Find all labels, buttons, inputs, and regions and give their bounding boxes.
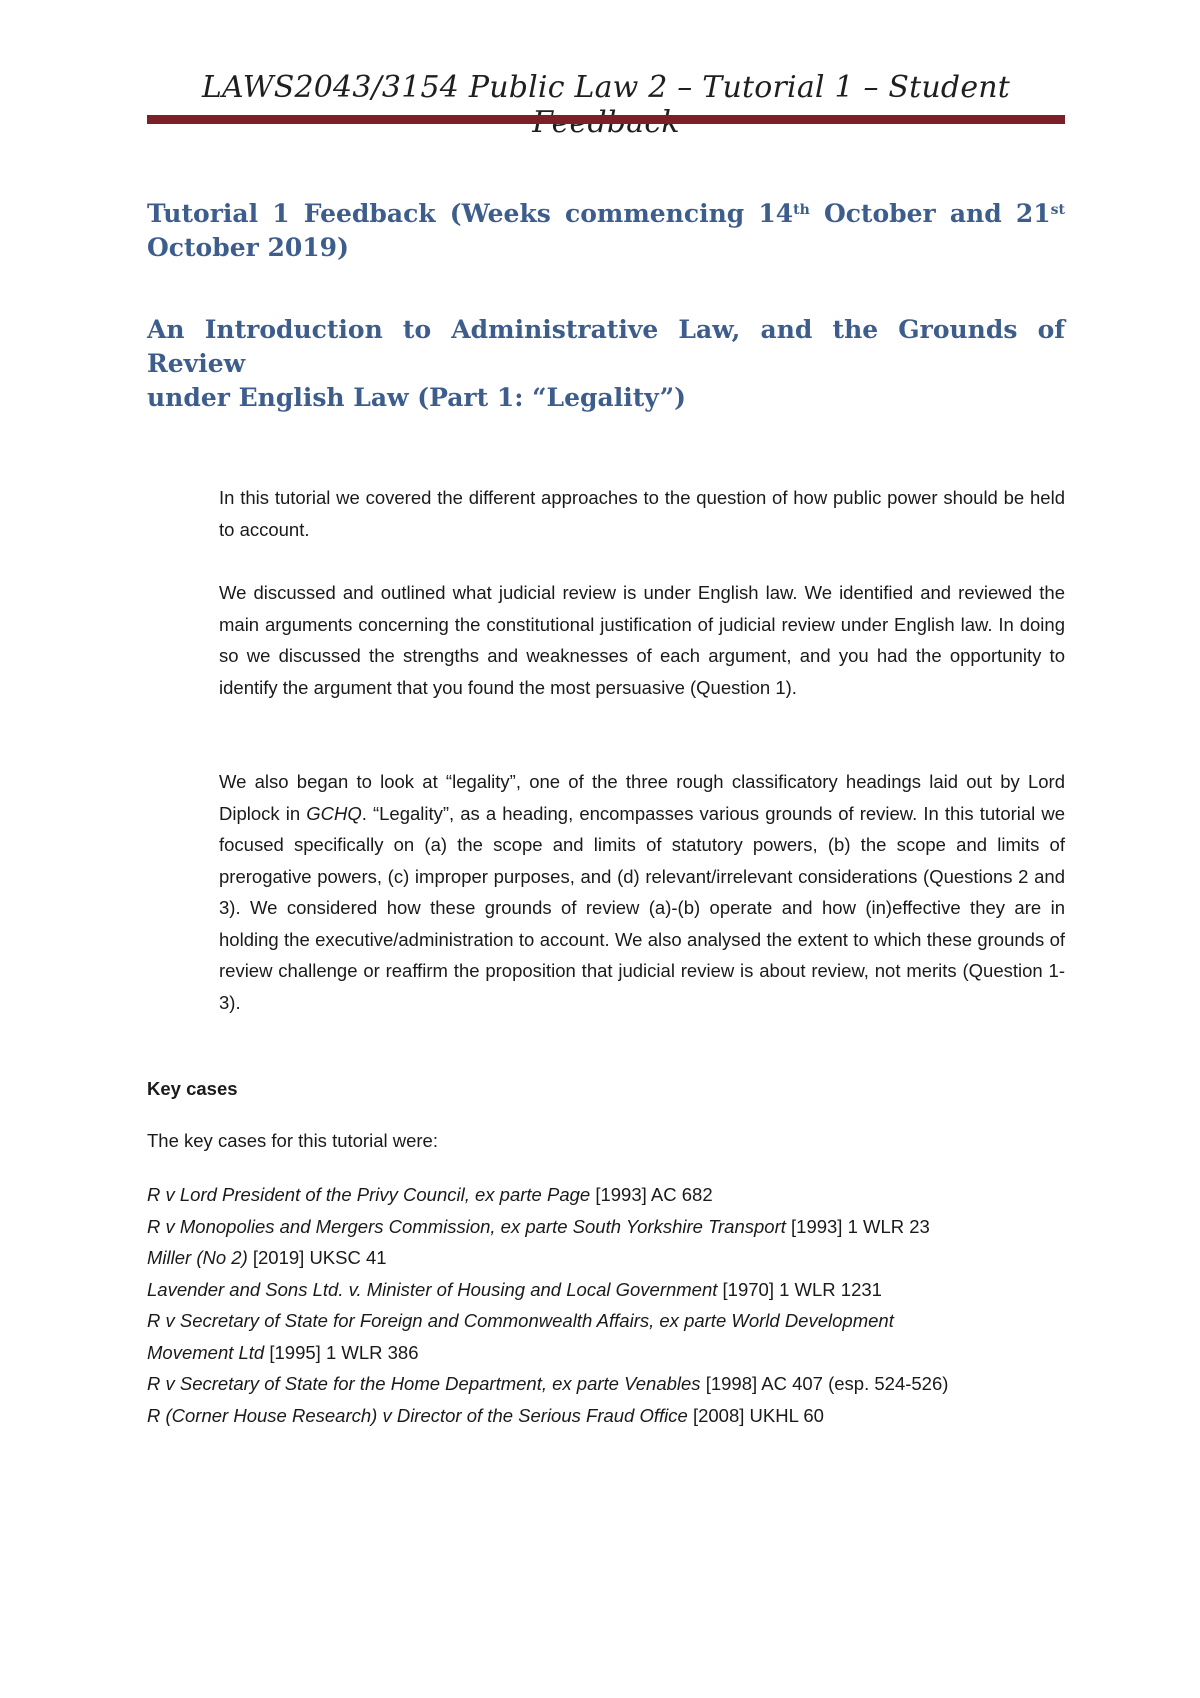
paragraph-judicial-review: We discussed and outlined what judicial review is under English law. We identified and reviewed the main arguments concerning the constitutional justification of judicial review under English law. In doing so we discussed the strengths and weaknesses of each argument, and you had the opportunity to identify the argument that you found the most persuasive (Question 1). — [219, 582, 1065, 698]
running-header: LAWS2043/3154 Public Law 2 – Tutorial 1 – Student — [201, 70, 1011, 105]
feedback-title — [147, 197, 1065, 265]
case-item: R (Corner House Research) v Director of the Serious Fraud Office [2008] UKHL 60 — [147, 1404, 824, 1426]
case-item: Movement Ltd [1995] 1 WLR 386 — [147, 1341, 419, 1363]
title-word: October — [823, 199, 936, 228]
title-date-2: 21st — [1015, 199, 1065, 228]
title-word: and — [949, 199, 1002, 228]
gchq-case-name: GCHQ — [306, 802, 362, 824]
case-item: Lavender and Sons Ltd. v. Minister of Housing and Local Government [1970] 1 WLR 1231 — [147, 1278, 882, 1300]
title-word: (Weeks — [449, 199, 551, 228]
case-item: R v Secretary of State for the Home Department, ex parte Venables [1998] AC 407 (esp. 524-526) — [147, 1373, 949, 1394]
case-item: Miller (No 2) [2019] UKSC 41 — [147, 1247, 387, 1268]
case-item: R v Lord President of the Privy Council, ex parte Page [1993] AC 682 — [147, 1184, 713, 1205]
topic-title-line2: under English Law (Part 1: “Legality”) — [147, 383, 686, 412]
header-rule — [147, 115, 1065, 124]
case-item: R v Secretary of State for Foreign and Commonwealth Affairs, ex parte World Development — [147, 1310, 894, 1331]
feedback-title-line2: October 2019) — [147, 233, 349, 262]
key-cases-heading: Key cases — [147, 1078, 238, 1099]
title-word: Feedback — [303, 199, 436, 228]
key-cases-intro: The key cases for this tutorial were: — [147, 1130, 438, 1151]
topic-title — [147, 313, 1065, 415]
title-date-1: 14th — [758, 199, 810, 228]
title-word: Tutorial — [147, 199, 259, 228]
paragraph-intro: In this tutorial we covered the different approaches to the question of how public power should be held to account. — [219, 487, 1065, 540]
title-word: 1 — [272, 199, 290, 228]
feedback-title-line1 — [147, 197, 1065, 231]
topic-title-line1: An Introduction to Administrative Law, and the Grounds of Review — [147, 315, 1065, 378]
paragraph-legality: We also began to look at “legality”, one of the three rough classificatory headings laid out by Lord Diplock in GCHQ. “Legality”, as a heading, encompasses various grounds of review. In this tutorial we focused specifically on (a) the scope and limits of statutory powers, (b) the scope and limits of prerogative powers, (c) improper purposes, and (d) relevant/irrelevant considerations (Questions 2 and 3). We considered how these grounds of review (a)-(b) operate and how (in)effective they are in holding the executive/administration to account. We also analysed the extent to which these grounds of review challenge or reaffirm the proposition that judicial review is about review, not merits (Question 1-3). — [219, 771, 1066, 1013]
case-item: R v Monopolies and Mergers Commission, ex parte South Yorkshire Transport [1993] 1 WLR 23 — [147, 1215, 930, 1237]
title-word: commencing — [564, 199, 745, 228]
key-cases-list — [147, 1179, 1065, 1431]
